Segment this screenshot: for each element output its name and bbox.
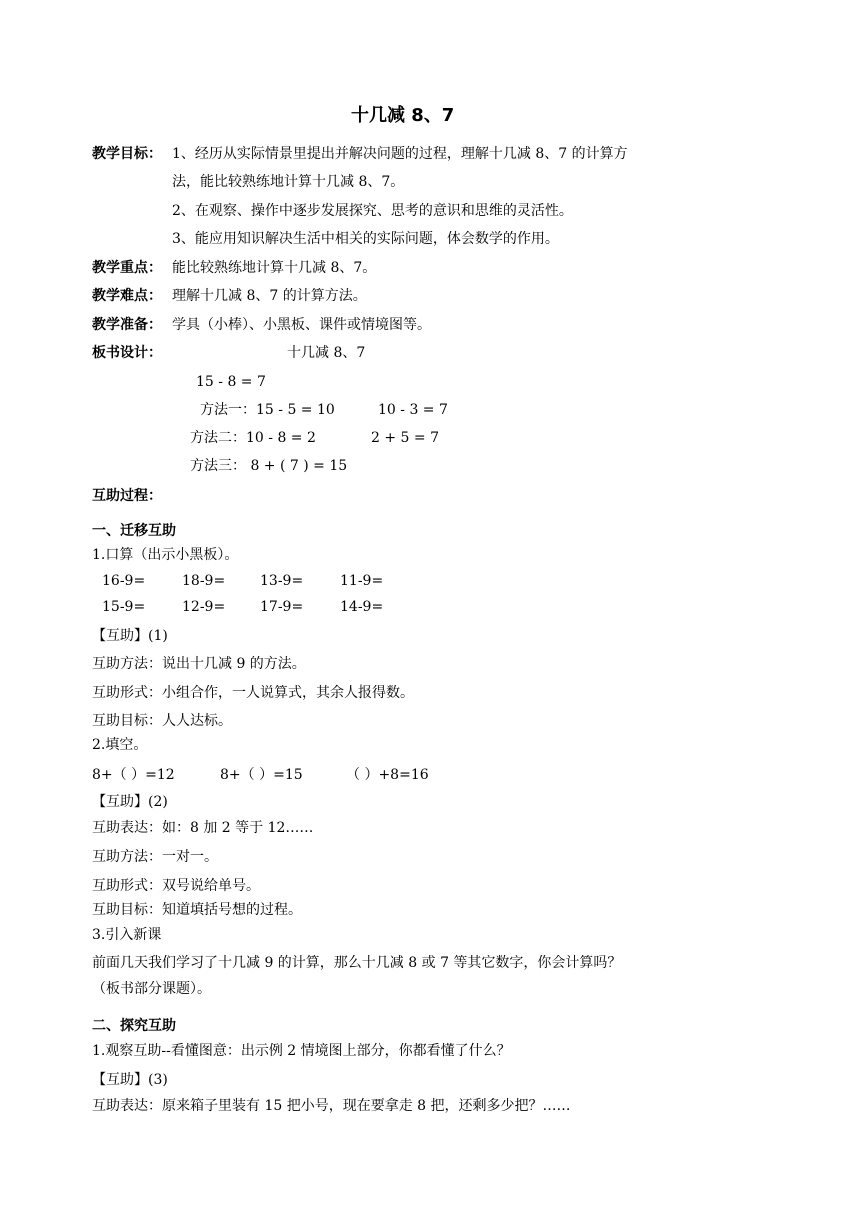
goals-label: 教学目标： [92, 146, 162, 162]
help-2-method: 互助方法：一对一。 [92, 849, 218, 865]
goal-1-line-1: 1、经历从实际情景里提出并解决问题的过程，理解十几减 8、7 的计算方 [172, 146, 628, 162]
board-method-1-a: 方法一：15 - 5 = 10 [200, 402, 335, 418]
board-method-2-b: 2 + 5 = 7 [371, 430, 439, 446]
help-1-goal: 互助目标：人人达标。 [92, 713, 232, 729]
help-2-express: 互助表达：如：8 加 2 等于 12…… [92, 820, 314, 836]
fill-blank: 8+（ ）=15 [220, 767, 303, 783]
help-3-heading: 【互助】(3) [92, 1072, 168, 1088]
goal-3: 3、能应用知识解决生活中相关的实际问题，体会数学的作用。 [172, 231, 559, 247]
help-3-express: 互助表达：原来箱子里装有 15 把小号，现在要拿走 8 把，还剩多少把？…… [92, 1098, 571, 1114]
help-2-goal: 互助目标：知道填括号想的过程。 [92, 902, 302, 918]
section-1-item-3: 3.引入新课 [92, 927, 162, 943]
fill-blank: 8+（ ）=12 [92, 767, 175, 783]
calc-cell: 11-9= [340, 573, 384, 589]
key-point-label: 教学重点： [92, 260, 162, 276]
board-method-2-a: 方法二：10 - 8 = 2 [190, 430, 316, 446]
difficulty-text: 理解十几减 8、7 的计算方法。 [172, 288, 367, 304]
board-method-1-b: 10 - 3 = 7 [378, 402, 448, 418]
board-equation: 15 - 8 = 7 [196, 374, 266, 390]
calc-cell: 12-9= [182, 599, 226, 615]
help-1-method: 互助方法：说出十几减 9 的方法。 [92, 656, 306, 672]
section-1-heading: 一、迁移互助 [92, 523, 176, 539]
calc-cell: 15-9= [102, 599, 146, 615]
section-1-item-2: 2.填空。 [92, 737, 148, 753]
calc-cell: 16-9= [102, 573, 146, 589]
intro-line-2: （板书部分课题）。 [92, 981, 211, 997]
help-1-form: 互助形式：小组合作，一人说算式，其余人报得数。 [92, 685, 414, 701]
page-title: 十几减 8、7 [351, 105, 455, 126]
board-method-3: 方法三： 8 + ( 7 ) = 15 [190, 458, 348, 474]
help-2-form: 互助形式：双号说给单号。 [92, 878, 260, 894]
help-1-heading: 【互助】(1) [92, 628, 168, 644]
process-label: 互助过程： [92, 488, 162, 504]
key-point-text: 能比较熟练地计算十几减 8、7。 [172, 260, 377, 276]
difficulty-label: 教学难点： [92, 288, 162, 304]
board-label: 板书设计： [92, 345, 162, 361]
calc-cell: 18-9= [182, 573, 226, 589]
section-2-heading: 二、探究互助 [92, 1018, 176, 1034]
section-2-item-1: 1.观察互助--看懂图意：出示例 2 情境图上部分，你都看懂了什么？ [92, 1043, 511, 1059]
preparation-text: 学具（小棒）、小黑板、课件或情境图等。 [172, 317, 431, 333]
board-heading: 十几减 8、7 [287, 345, 366, 361]
calc-cell: 14-9= [340, 599, 384, 615]
section-1-item-1: 1.口算（出示小黑板）。 [92, 547, 239, 563]
goal-2: 2、在观察、操作中逐步发展探究、思考的意识和思维的灵活性。 [172, 203, 573, 219]
help-2-heading: 【互助】(2) [92, 794, 168, 810]
goal-1-line-2: 法，能比较熟练地计算十几减 8、7。 [172, 174, 405, 190]
calc-cell: 17-9= [260, 599, 304, 615]
intro-line-1: 前面几天我们学习了十几减 9 的计算，那么十几减 8 或 7 等其它数字，你会计算吗？ [92, 955, 622, 971]
preparation-label: 教学准备： [92, 317, 162, 333]
fill-blank: （ ）+8=16 [346, 767, 429, 783]
calc-cell: 13-9= [260, 573, 304, 589]
